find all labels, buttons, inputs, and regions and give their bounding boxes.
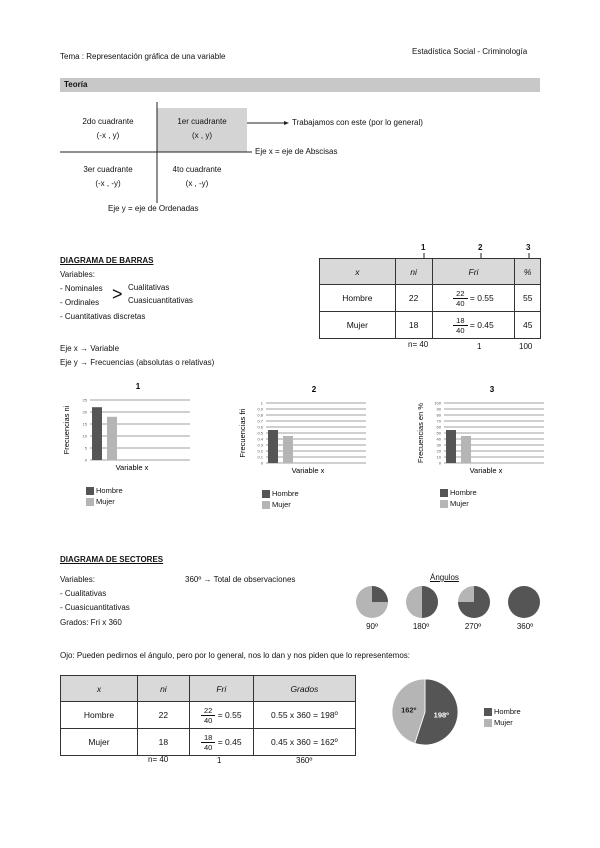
- q1-note: Trabajamos con este (por lo general): [292, 118, 423, 127]
- teoria-title: Teoría: [64, 80, 88, 89]
- tick-label: 70: [436, 418, 441, 424]
- ojo-note: Ojo: Pueden pedirnos el ángulo, pero por lo general, nos lo dan y nos piden que lo representemos:: [60, 651, 411, 660]
- total-fr: 1: [477, 342, 482, 351]
- tick-label: 30: [436, 442, 441, 448]
- legend-1: [86, 485, 123, 507]
- table-row: [320, 312, 541, 339]
- table-header-row: [61, 676, 356, 702]
- eje-x-line: [60, 344, 119, 353]
- cell-ni: 22: [395, 285, 432, 312]
- eje-y-line: [60, 358, 214, 367]
- q1-label: 1er cuadrante: [177, 117, 227, 126]
- cell-pct: 55: [515, 285, 541, 312]
- tick-label: 90: [436, 406, 441, 412]
- x-axis-title: Variable x: [115, 463, 149, 472]
- eje-x-label: Eje x: [60, 344, 78, 353]
- y-axis-title: Frecuencias fri: [238, 408, 247, 458]
- table-header-row: [320, 259, 541, 285]
- frequency-table: [319, 258, 541, 339]
- legend-hombre: Hombre: [484, 706, 521, 717]
- sectores-cuasi: - Cuasicuantitativas: [60, 603, 130, 612]
- topic-line: Tema : Representación gráfica de una variable: [60, 52, 226, 61]
- header-x: x: [61, 676, 138, 702]
- table-row: [61, 729, 356, 756]
- barras-cuasi: Cuasicuantitativas: [128, 296, 193, 305]
- eq-right: Total de observaciones: [213, 575, 296, 584]
- table-row: [320, 285, 541, 312]
- col-num-ticks: [0, 0, 600, 270]
- eje-x-value: Variable: [90, 344, 120, 353]
- sectores-variables-label: Variables:: [60, 575, 95, 584]
- angulos-title: Ángulos: [430, 573, 459, 582]
- col-num-2: 2: [478, 243, 483, 252]
- bar-chart-percent: [414, 383, 554, 483]
- tick-label: 0.7: [257, 418, 263, 424]
- q3-label: 3er cuadrante: [83, 165, 133, 174]
- x-axis-title: Variable x: [291, 466, 325, 475]
- tick-label: 0.2: [257, 448, 263, 454]
- legend-hombre: Hombre: [440, 487, 477, 498]
- x-axis-title: Variable x: [469, 466, 503, 475]
- tick-label: 25: [82, 397, 87, 403]
- tick-label: 0: [438, 460, 441, 466]
- degrees-table: [60, 675, 356, 756]
- tick-label: 60: [436, 424, 441, 430]
- sectores-cualitativas: - Cualitativas: [60, 589, 107, 598]
- q4-coords: (x , -y): [185, 179, 209, 188]
- tick-label: 10: [436, 454, 441, 460]
- degree-equivalence: [185, 575, 295, 584]
- barras-title: DIAGRAMA DE BARRAS: [60, 256, 154, 265]
- barras-ordinales: - Ordinales: [60, 298, 100, 307]
- tick-label: 10: [82, 433, 87, 439]
- arrow-icon: →: [80, 344, 89, 353]
- chart-title: 2: [311, 385, 317, 394]
- q1-coords: (x , y): [192, 131, 212, 140]
- barras-variables-label: Variables:: [60, 270, 95, 279]
- legend-pie: [484, 706, 521, 728]
- slice-label: 162º: [401, 705, 417, 715]
- legend-mujer: Mujer: [86, 496, 123, 507]
- tick-label: 0.5: [257, 430, 263, 436]
- y-axis-title: Frecuencias ni: [62, 405, 71, 455]
- q2-label: 2do cuadrante: [82, 117, 134, 126]
- header-x: x: [320, 259, 396, 285]
- legend-hombre: Hombre: [86, 485, 123, 496]
- chart-title: 3: [489, 385, 495, 394]
- cell-ni: 18: [137, 729, 189, 756]
- header-grados: Grados: [253, 676, 355, 702]
- total-pct: 100: [519, 342, 533, 351]
- cell-pct: 45: [515, 312, 541, 339]
- greater-than-brace: >: [112, 284, 123, 304]
- eje-y-label: Eje y: [60, 358, 78, 367]
- tick-label: 40: [436, 436, 441, 442]
- bar-mujer: [107, 417, 117, 460]
- angle-pie-180: [422, 586, 438, 618]
- angle-pie-360: [508, 586, 540, 618]
- legend-mujer: Mujer: [262, 499, 299, 510]
- header-ni: ni: [395, 259, 432, 285]
- col-num-1: 1: [421, 243, 426, 252]
- header-fri: Fri: [189, 676, 253, 702]
- legend-swatch: [86, 487, 94, 495]
- header-fri: Fri: [432, 259, 515, 285]
- barras-cualitativas: Cualitativas: [128, 283, 170, 292]
- y-axis-label: Eje y = eje de Ordenadas: [108, 204, 199, 213]
- x-axis-label: Eje x = eje de Abscisas: [255, 147, 338, 156]
- tick-label: 100: [434, 400, 441, 406]
- legend-3: [440, 487, 477, 509]
- col-num-3: 3: [526, 243, 531, 252]
- bar-hombre: [268, 430, 278, 463]
- header-ni: ni: [137, 676, 189, 702]
- cell-x: Mujer: [320, 312, 396, 339]
- cell-ni: 18: [395, 312, 432, 339]
- arrow-icon: →: [80, 358, 89, 367]
- arrow-icon: →: [203, 575, 212, 584]
- cell-grados: 0.45 x 360 = 162º: [253, 729, 355, 756]
- tick-label: 5: [84, 445, 87, 451]
- tick-label: 1: [260, 400, 263, 406]
- bar-chart-svg: [236, 383, 376, 483]
- angle-label-270: 270º: [464, 622, 482, 631]
- cell-grados: 0.55 x 360 = 198º: [253, 702, 355, 729]
- course-title: Estadística Social - Criminología: [412, 47, 528, 56]
- tick-label: 50: [436, 430, 441, 436]
- sectores-title: DIAGRAMA DE SECTORES: [60, 555, 164, 564]
- angle-label-90: 90º: [366, 622, 378, 631]
- tick-label: 0.1: [257, 454, 263, 460]
- tick-label: 20: [82, 409, 87, 415]
- legend-swatch: [484, 719, 492, 727]
- cell-ni: 22: [137, 702, 189, 729]
- total-n: n= 40: [148, 755, 169, 764]
- bar-hombre: [92, 407, 102, 460]
- legend-hombre: Hombre: [262, 488, 299, 499]
- bar-chart-absolute: [60, 380, 200, 480]
- tick-label: 0.3: [257, 442, 263, 448]
- barras-cuant-discretas: - Cuantitativas discretas: [60, 312, 146, 321]
- y-axis-title: Frecuencias en %: [416, 402, 425, 464]
- barras-nominales: - Nominales: [60, 284, 103, 293]
- cell-fri: $\frac{22}{40}$ = 0.55: [189, 702, 253, 729]
- header-pct: %: [515, 259, 541, 285]
- tick-label: 0.9: [257, 406, 263, 412]
- tick-label: 15: [82, 421, 87, 427]
- bar-chart-svg: [60, 380, 200, 480]
- cell-fri: $\frac{22}{40}$ = 0.55: [432, 285, 515, 312]
- cell-x: Mujer: [61, 729, 138, 756]
- cell-x: Hombre: [61, 702, 138, 729]
- legend-swatch: [484, 708, 492, 716]
- tick-label: 0: [260, 460, 263, 466]
- legend-mujer: Mujer: [484, 717, 521, 728]
- total-grados: 360º: [296, 756, 313, 765]
- eq-left: 360º: [185, 575, 202, 584]
- legend-swatch: [440, 489, 448, 497]
- tick-label: 80: [436, 412, 441, 418]
- cell-fri: $\frac{18}{40}$ = 0.45: [432, 312, 515, 339]
- tick-label: 0.8: [257, 412, 263, 418]
- q3-coords: (-x , -y): [95, 179, 121, 188]
- sector-chart-svg: [390, 677, 460, 747]
- bar-chart-relative: [236, 383, 376, 483]
- legend-swatch: [440, 500, 448, 508]
- total-n: n= 40: [408, 340, 429, 349]
- bar-mujer: [461, 436, 471, 463]
- q4-label: 4to cuadrante: [172, 165, 222, 174]
- tick-label: 0.4: [257, 436, 263, 442]
- legend-swatch: [86, 498, 94, 506]
- bar-chart-svg: [414, 383, 554, 483]
- legend-2: [262, 488, 299, 510]
- slice-label: 198º: [433, 710, 449, 720]
- legend-swatch: [262, 501, 270, 509]
- sectores-grados: Grados: Fri x 360: [60, 618, 122, 627]
- q2-coords: (-x , y): [96, 131, 120, 140]
- tick-label: 20: [436, 448, 441, 454]
- angle-pie-90: [372, 586, 388, 602]
- sector-chart: [390, 677, 460, 747]
- bar-mujer: [283, 436, 293, 463]
- legend-mujer: Mujer: [440, 498, 477, 509]
- table-row: [61, 702, 356, 729]
- eje-y-value: Frecuencias (absolutas o relativas): [90, 358, 215, 367]
- cell-x: Hombre: [320, 285, 396, 312]
- tick-label: 0: [84, 457, 87, 463]
- legend-swatch: [262, 490, 270, 498]
- tick-label: 0.6: [257, 424, 263, 430]
- total-fr: 1: [217, 756, 222, 765]
- chart-title: 1: [135, 382, 141, 391]
- angle-label-180: 180º: [412, 622, 430, 631]
- cell-fri: $\frac{18}{40}$ = 0.45: [189, 729, 253, 756]
- bar-hombre: [446, 430, 456, 463]
- angle-label-360: 360º: [516, 622, 534, 631]
